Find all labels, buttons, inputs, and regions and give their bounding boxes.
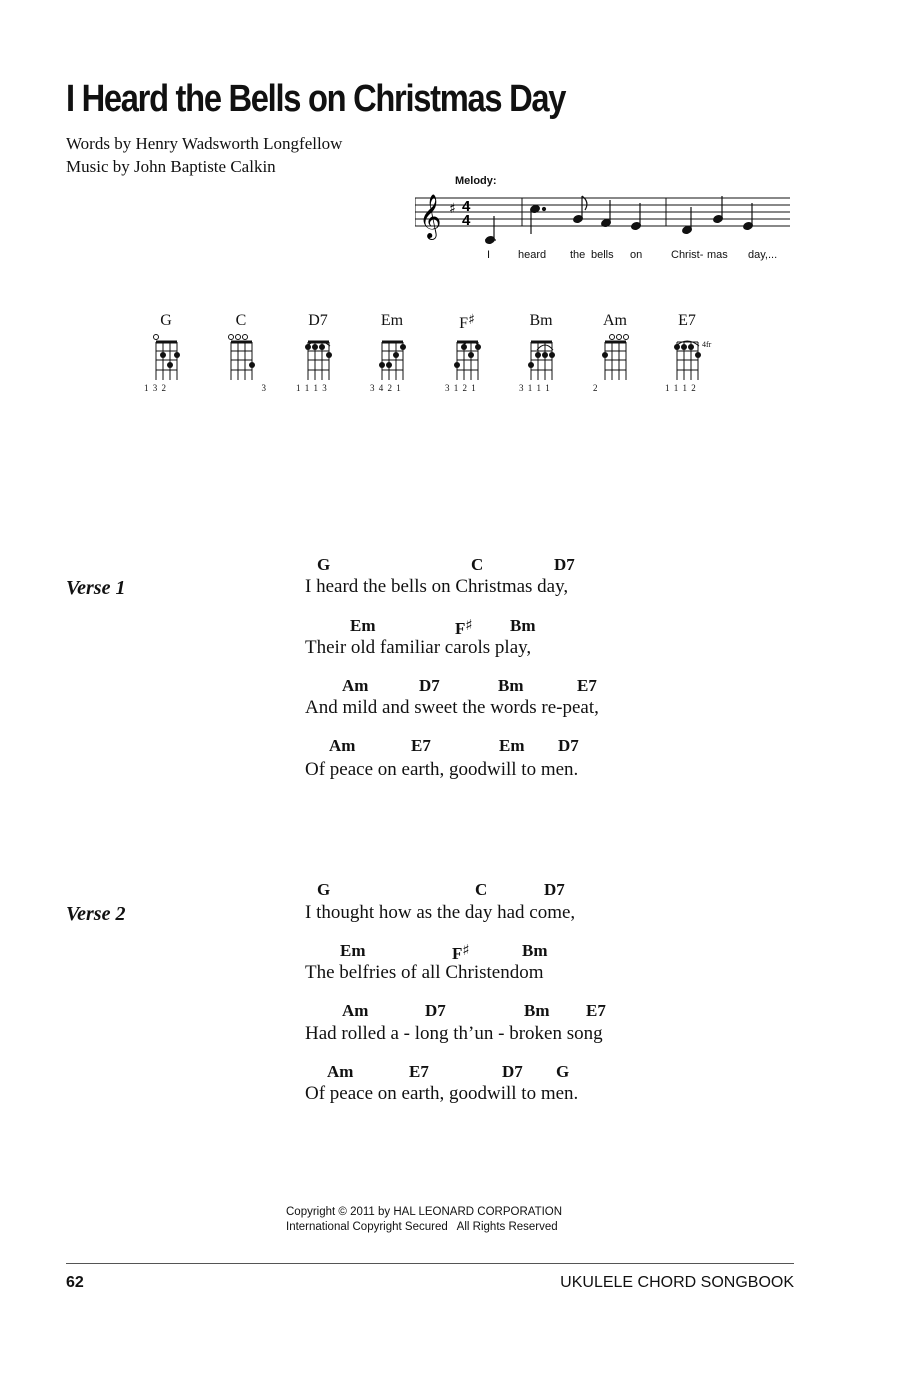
key-signature-sharp: ♯ xyxy=(449,201,456,217)
chord-symbol: D7 xyxy=(544,880,565,899)
chord-name: Am xyxy=(603,312,627,329)
verse-2-label: Verse 2 xyxy=(66,903,126,925)
chord-symbol: D7 xyxy=(554,555,575,574)
time-signature-bottom: 4 xyxy=(462,212,471,229)
lyric-line: Their old familiar carols play, xyxy=(305,637,532,658)
lyric-line: Of peace on earth, goodwill to men. xyxy=(305,759,579,780)
time-signature-top: 4 xyxy=(462,198,471,215)
chord-symbol: Bm xyxy=(510,616,536,635)
chord-symbol: Em xyxy=(499,736,525,755)
chord-symbol: Am xyxy=(329,736,356,755)
song-title: I Heard the Bells on Christmas Day xyxy=(66,78,566,120)
chord-symbol: E7 xyxy=(586,1001,606,1020)
chord-fingering: 1 3 2 xyxy=(144,383,167,393)
chord-symbol: D7 xyxy=(502,1062,523,1081)
chord-diagram-f-sharp xyxy=(437,312,497,402)
chord-symbol: F♯ xyxy=(455,616,473,638)
chord-symbol: G xyxy=(317,880,331,899)
sharp-symbol: ♯ xyxy=(468,312,475,328)
melody-syllable: I xyxy=(487,249,491,261)
chord-symbol: Am xyxy=(342,1001,369,1020)
melody-staff xyxy=(415,192,795,252)
chord-symbol: Bm xyxy=(522,941,548,960)
chord-symbol: D7 xyxy=(425,1001,446,1020)
chord-symbol: Em xyxy=(350,616,376,635)
chord-symbol: C xyxy=(475,880,488,899)
chord-symbol: Am xyxy=(342,676,369,695)
melody-syllable: mas xyxy=(707,249,728,261)
fretboard-grid xyxy=(303,334,335,382)
chord-diagram-am xyxy=(585,312,645,402)
chord-name: F♯ xyxy=(459,312,475,332)
chord-fingering: 1 1 1 2 xyxy=(665,383,697,393)
chord-fingering: 3 1 2 1 xyxy=(445,383,477,393)
melody-note xyxy=(485,216,496,245)
words-credit: Words by Henry Wadsworth Longfellow xyxy=(66,134,343,153)
melody-syllable: bells xyxy=(591,249,614,261)
chord-symbol: D7 xyxy=(558,736,579,755)
melody-syllable: day,... xyxy=(748,249,778,261)
lyric-line: And mild and sweet the words re-peat, xyxy=(305,697,599,718)
sharp-symbol: ♯ xyxy=(465,616,473,634)
chord-name: E7 xyxy=(678,312,696,329)
chord-symbol: Bm xyxy=(498,676,524,695)
chord-name: C xyxy=(235,312,247,329)
sharp-symbol: ♯ xyxy=(462,941,470,959)
melody-note xyxy=(631,203,642,231)
melody-syllable: heard xyxy=(518,249,547,261)
chord-name: Em xyxy=(380,312,404,329)
melody-syllable: Christ- xyxy=(671,249,704,261)
fretboard-grid xyxy=(526,334,558,382)
chord-symbol: C xyxy=(471,555,484,574)
chord-symbol: Bm xyxy=(524,1001,550,1020)
melody-syllable: on xyxy=(630,249,643,261)
chord-name: Bm xyxy=(529,312,553,329)
chord-fingering: 3 4 2 1 xyxy=(370,383,402,393)
melody-note xyxy=(713,196,724,224)
treble-clef: 𝄞 xyxy=(419,194,442,238)
chord-fingering: 1 1 1 3 xyxy=(296,383,328,393)
verse-1-label: Verse 1 xyxy=(66,577,126,599)
fretboard-grid xyxy=(672,334,704,382)
chord-diagram-bm xyxy=(511,312,571,402)
fretboard-grid xyxy=(151,334,183,382)
chord-symbol: G xyxy=(556,1062,570,1081)
chord-diagram-d7 xyxy=(288,312,348,402)
chord-fingering: 3 xyxy=(261,383,267,393)
page-number: 62 xyxy=(66,1274,84,1291)
chord-fingering: 3 1 1 1 xyxy=(519,383,551,393)
lyric-line: I thought how as the day had come, xyxy=(305,902,576,923)
chord-diagram-c xyxy=(211,312,271,402)
lyric-line: I heard the bells on Christmas day, xyxy=(305,576,569,597)
chord-symbol: D7 xyxy=(419,676,440,695)
footer-divider xyxy=(66,1263,794,1264)
lyric-line: Had rolled a - long th’un - broken song xyxy=(305,1023,603,1044)
copyright-line-1: Copyright © 2011 by HAL LEONARD CORPORATION xyxy=(286,1206,563,1218)
lyric-line: The belfries of all Christendom xyxy=(305,962,544,983)
lyric-line: Of peace on earth, goodwill to men. xyxy=(305,1083,579,1104)
chord-symbol: Am xyxy=(327,1062,354,1081)
copyright-line-2: International Copyright Secured All Rights Reserved xyxy=(286,1221,558,1233)
fretboard-grid xyxy=(226,334,258,382)
melody-label: Melody: xyxy=(455,175,497,187)
chord-name: G xyxy=(160,312,172,329)
melody-syllable: the xyxy=(570,249,586,261)
chord-symbol: F♯ xyxy=(452,941,470,963)
fret-position-label: 4fr xyxy=(702,340,712,349)
chord-fingering: 2 xyxy=(593,383,599,393)
chord-diagram-em xyxy=(362,312,422,402)
chord-name: D7 xyxy=(308,312,328,329)
chord-symbol: E7 xyxy=(577,676,597,695)
chord-symbol: G xyxy=(317,555,331,574)
melody-note xyxy=(682,207,693,235)
fretboard-grid xyxy=(600,334,632,382)
book-title: UKULELE CHORD SONGBOOK xyxy=(560,1274,794,1291)
fretboard-grid xyxy=(452,334,484,382)
chord-diagram-g xyxy=(136,312,196,402)
chord-symbol: Em xyxy=(340,941,366,960)
fretboard-grid xyxy=(377,334,409,382)
music-credit: Music by John Baptiste Calkin xyxy=(66,157,276,176)
chord-diagram-e7 xyxy=(657,312,717,402)
melody-note xyxy=(601,200,612,228)
chord-symbol: E7 xyxy=(411,736,431,755)
melody-note xyxy=(743,203,754,231)
chord-symbol: E7 xyxy=(409,1062,429,1081)
